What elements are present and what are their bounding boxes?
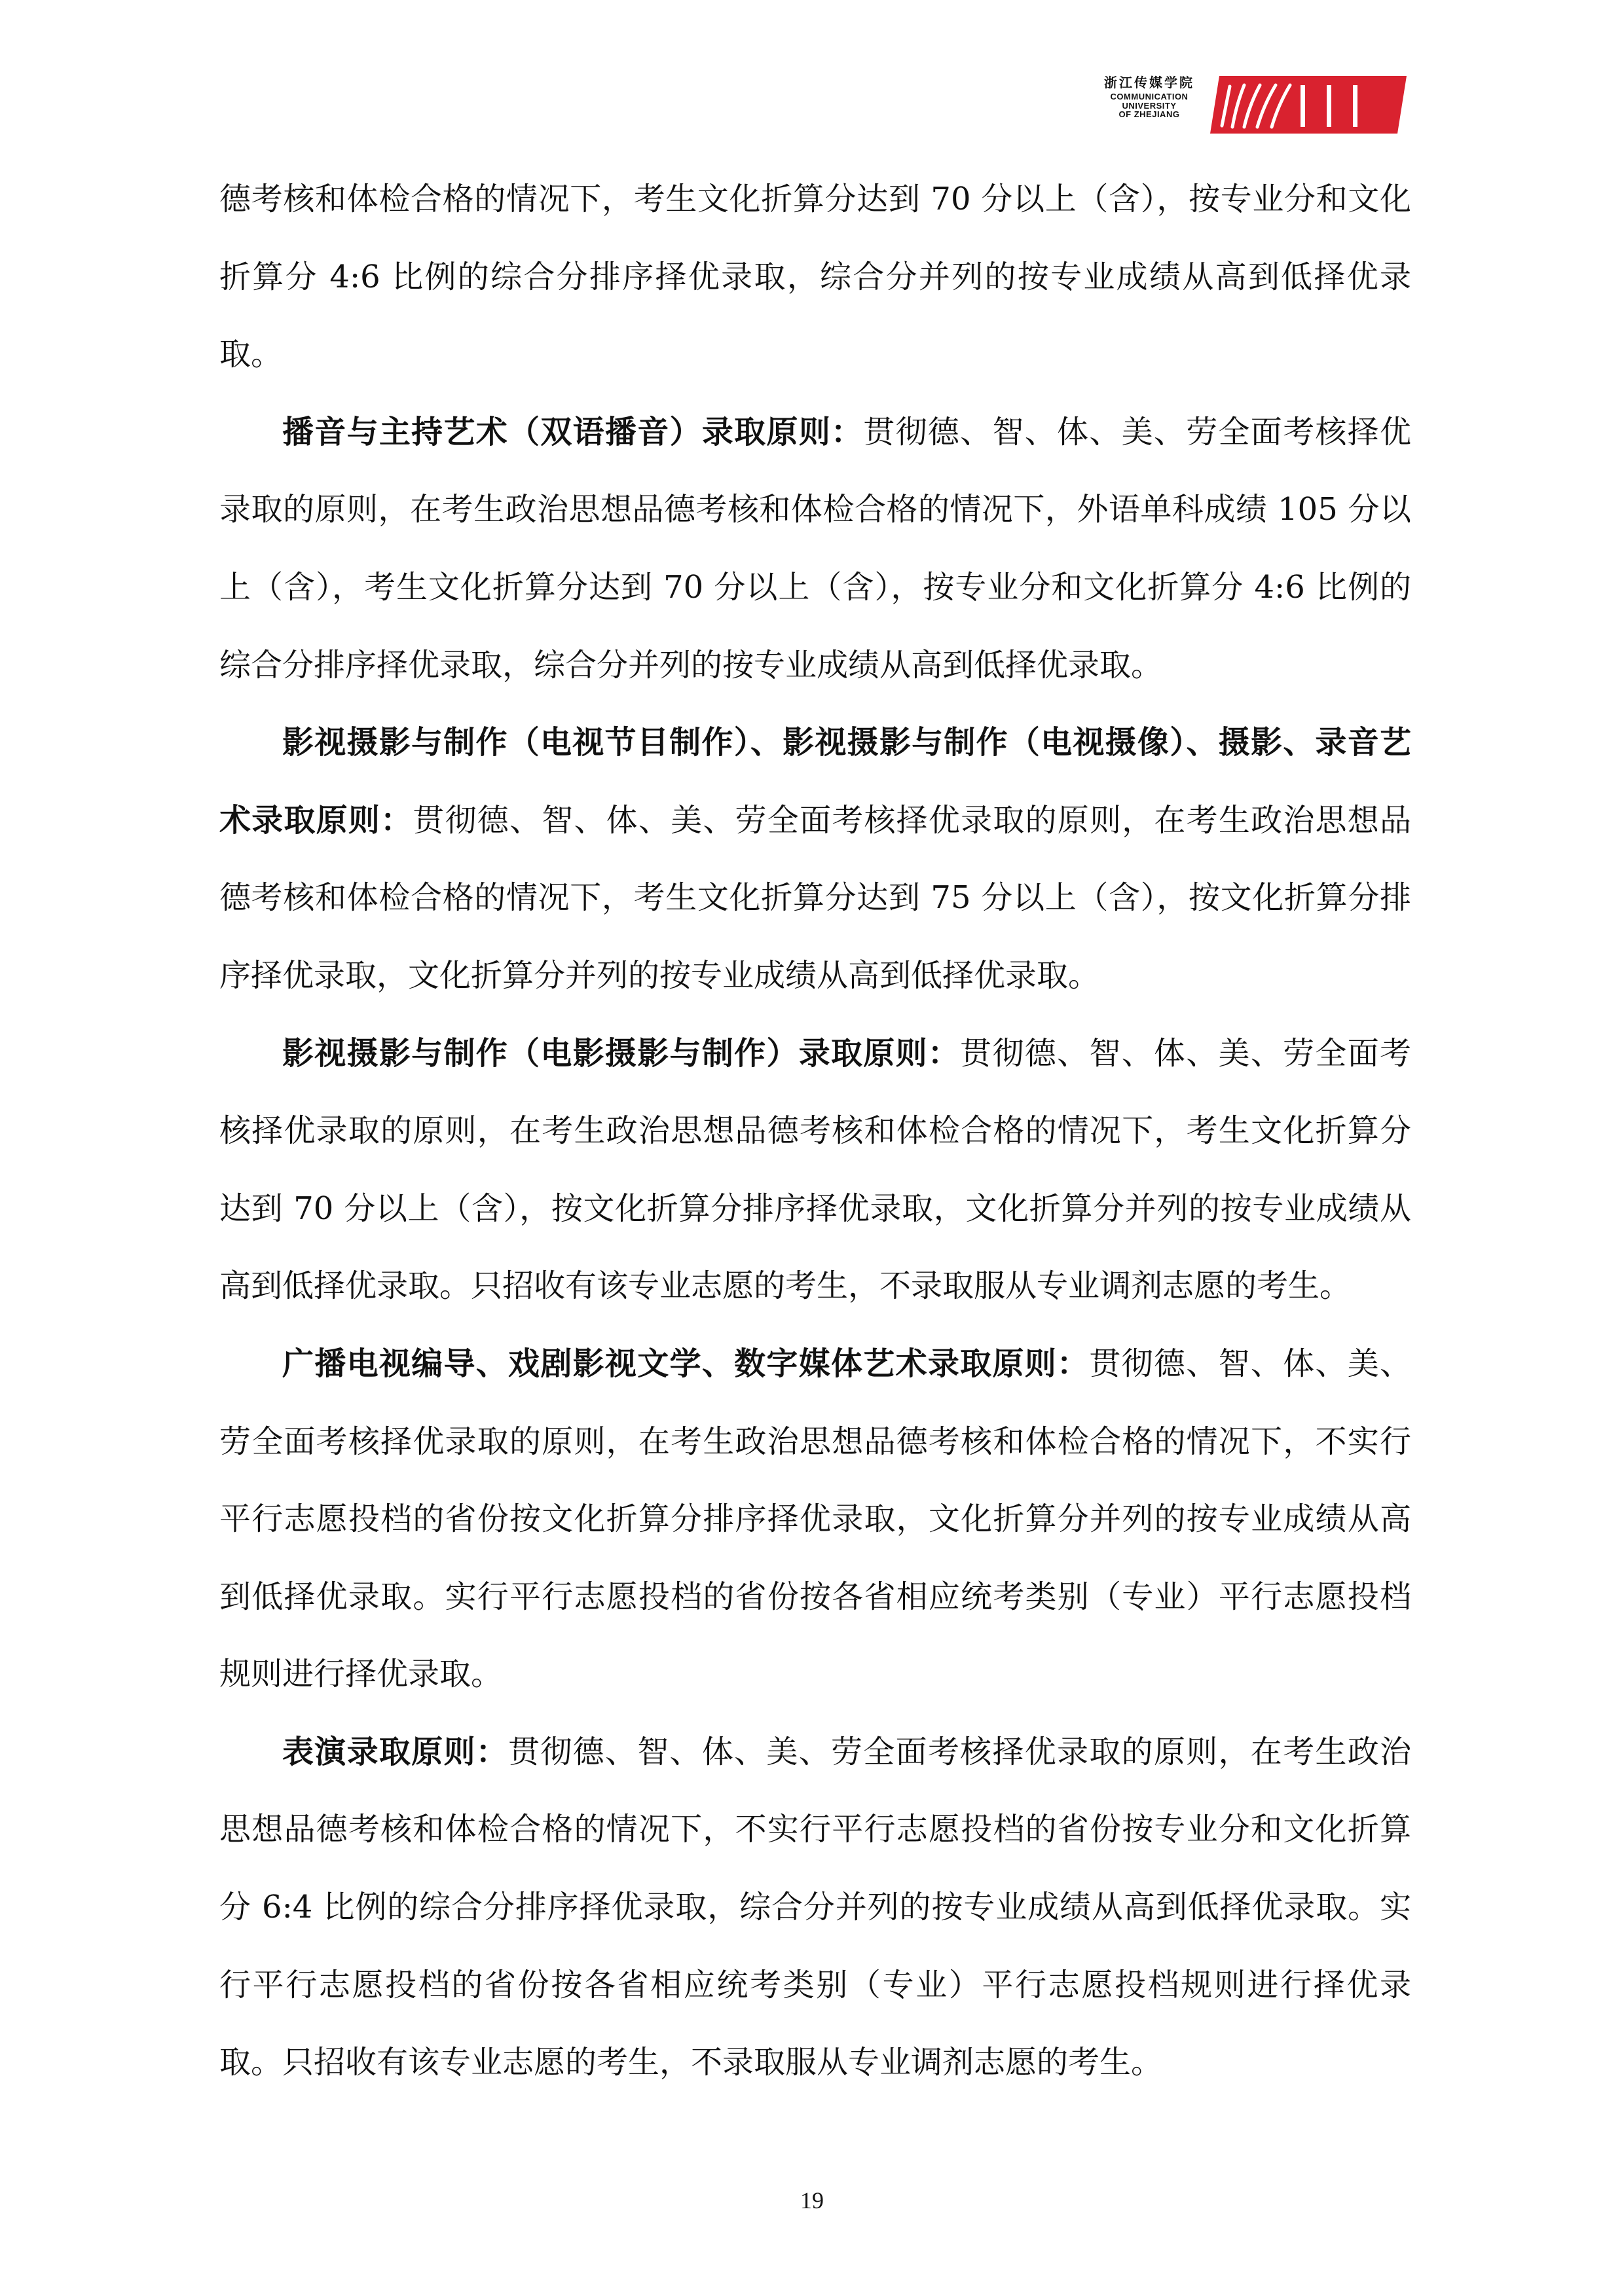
university-logo: [1094, 72, 1414, 137]
paragraph-tv-production-photography: [219, 704, 1411, 1014]
paragraph-text: 贯彻德、智、体、美、劳全面考核择优录取的原则，在考生政治思想品德考核和体检合格的情况下，不实行平行志愿投档的省份按专业分和文化折算分 6:4 比例的综合分排序择优录取，综合分并列的按专业成绩从高到低择优录取。实行平行志愿投档的省份按各省相应统考类别（专业）平行志愿投档规则进行择优录取。只招收有该专业志愿的考生，不录取服从专业调剂志愿的考生。: [219, 1733, 1411, 2081]
paragraph-continuation: [219, 160, 1411, 393]
page-number: 19: [800, 2187, 824, 2214]
paragraph-directing-literature-digital-media: [219, 1325, 1411, 1713]
logo-text: [1094, 76, 1205, 119]
paragraph-heading: 播音与主持艺术（双语播音）录取原则：: [282, 413, 864, 450]
paragraph-heading: 表演录取原则：: [282, 1733, 509, 1770]
paragraph-text: 贯彻德、智、体、美、劳全面考核择优录取的原则，在考生政治思想品德考核和体检合格的情况下，考生文化折算分达到 70 分以上（含），按文化折算分排序择优录取，文化折算分并列的按专业成绩从高到低择优录取。只招收有该专业志愿的考生，不录取服从专业调剂志愿的考生。: [219, 1034, 1411, 1305]
paragraph-heading: 广播电视编导、戏剧影视文学、数字媒体艺术录取原则：: [282, 1345, 1090, 1382]
logo-english-line-1: COMMUNICATION: [1110, 92, 1189, 101]
logo-chinese-name: 浙江传媒学院: [1104, 75, 1194, 90]
paragraph-bilingual-broadcasting: [219, 393, 1411, 704]
paragraph-text: 贯彻德、智、体、美、劳全面考核择优录取的原则，在考生政治思想品德考核和体检合格的情况下，外语单科成绩 105 分以上（含），考生文化折算分达到 70 分以上（含），按专业分和文化折算分 4:6 比例的综合分排序择优录取，综合分并列的按专业成绩从高到低择优录取。: [219, 413, 1411, 683]
document-body: [219, 160, 1411, 2102]
paragraph-heading: 影视摄影与制作（电视节目制作）、影视摄影与制作（电视摄像）、摄影、录音艺术录取原则：: [219, 724, 1411, 839]
paragraph-film-cinematography: [219, 1015, 1411, 1325]
paragraph-heading: 影视摄影与制作（电影摄影与制作）录取原则：: [282, 1034, 961, 1072]
paragraph-text: 贯彻德、智、体、美、劳全面考核择优录取的原则，在考生政治思想品德考核和体检合格的情况下，不实行平行志愿投档的省份按文化折算分排序择优录取，文化折算分并列的按专业成绩从高到低择优录取。实行平行志愿投档的省份按各省相应统考类别（专业）平行志愿投档规则进行择优录取。: [219, 1345, 1411, 1693]
paragraph-performance: [219, 1713, 1411, 2102]
paragraph-text: 贯彻德、智、体、美、劳全面考核择优录取的原则，在考生政治思想品德考核和体检合格的情况下，考生文化折算分达到 75 分以上（含），按文化折算分排序择优录取，文化折算分并列的按专业成绩从高到低择优录取。: [219, 801, 1411, 994]
logo-english-line-2: UNIVERSITY: [1122, 100, 1177, 111]
logo-emblem-icon: [1210, 72, 1407, 137]
logo-english-line-3: OF ZHEJIANG: [1118, 109, 1180, 120]
paragraph-text: 德考核和体检合格的情况下，考生文化折算分达到 70 分以上（含），按专业分和文化折算分 4:6 比例的综合分排序择优录取，综合分并列的按专业成绩从高到低择优录取。: [219, 181, 1411, 373]
